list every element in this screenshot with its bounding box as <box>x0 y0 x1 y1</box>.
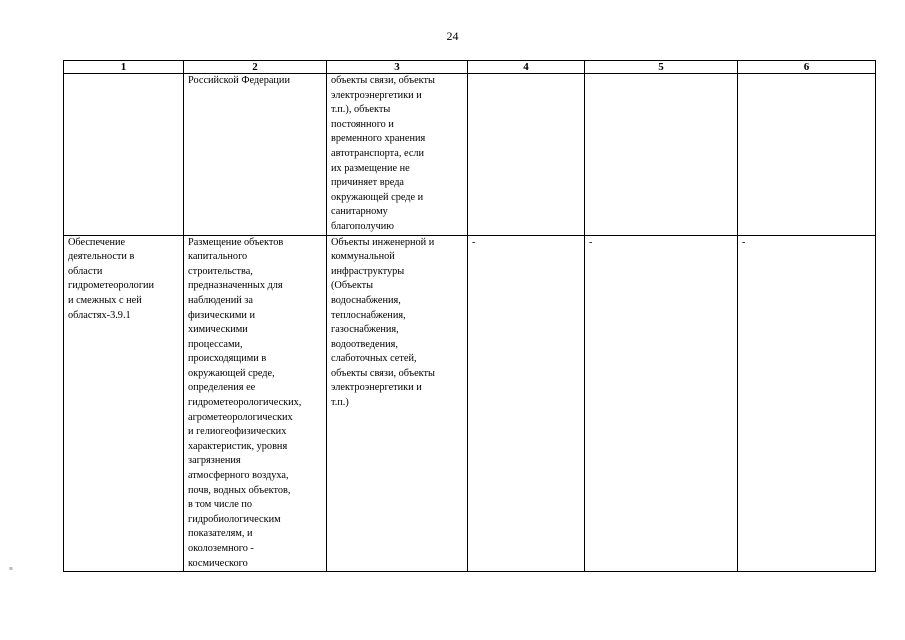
table-cell: - <box>468 235 585 572</box>
table-cell: - <box>585 235 738 572</box>
table-cell <box>64 74 184 236</box>
table-cell <box>585 74 738 236</box>
table-row <box>64 74 876 236</box>
column-header-4: 4 <box>468 61 585 74</box>
table-cell: Размещение объектов капитального строительства, предназначенных для наблюдений за физическими и химическими процессами, происходящими в окружающей среде, определения ее гидрометеорологических, агрометеорологических и гелиогеофизических характеристик, уровня загрязнения атмосферного воздуха, почв, водных объектов, в том числе по гидробиологическим показателям, и околоземного - космического <box>184 235 327 572</box>
table-cell: Российской Федерации <box>184 74 327 236</box>
header-row <box>64 61 876 74</box>
table-cell: - <box>738 235 876 572</box>
column-header-3: 3 <box>327 61 468 74</box>
page-number: 24 <box>446 29 459 43</box>
column-header-1: 1 <box>64 61 184 74</box>
zoning-table <box>63 60 876 572</box>
column-header-6: 6 <box>738 61 876 74</box>
table-cell <box>468 74 585 236</box>
table-cell <box>738 74 876 236</box>
scan-mark: ≡ <box>9 565 13 573</box>
table-row <box>64 235 876 572</box>
column-header-5: 5 <box>585 61 738 74</box>
table-cell: объекты связи, объекты электроэнергетики и т.п.), объекты постоянного и временного хранения автотранспорта, если их размещение не причиняет вреда окружающей среде и санитарному благополучию <box>327 74 468 236</box>
table-cell: Объекты инженерной и коммунальной инфраструктуры (Объекты водоснабжения, теплоснабжения, газоснабжения, водоотведения, слаботочных сетей, объекты связи, объекты электроэнергетики и т.п.) <box>327 235 468 572</box>
column-header-2: 2 <box>184 61 327 74</box>
table-cell: Обеспечение деятельности в области гидрометеорологии и смежных с ней областях-3.9.1 <box>64 235 184 572</box>
